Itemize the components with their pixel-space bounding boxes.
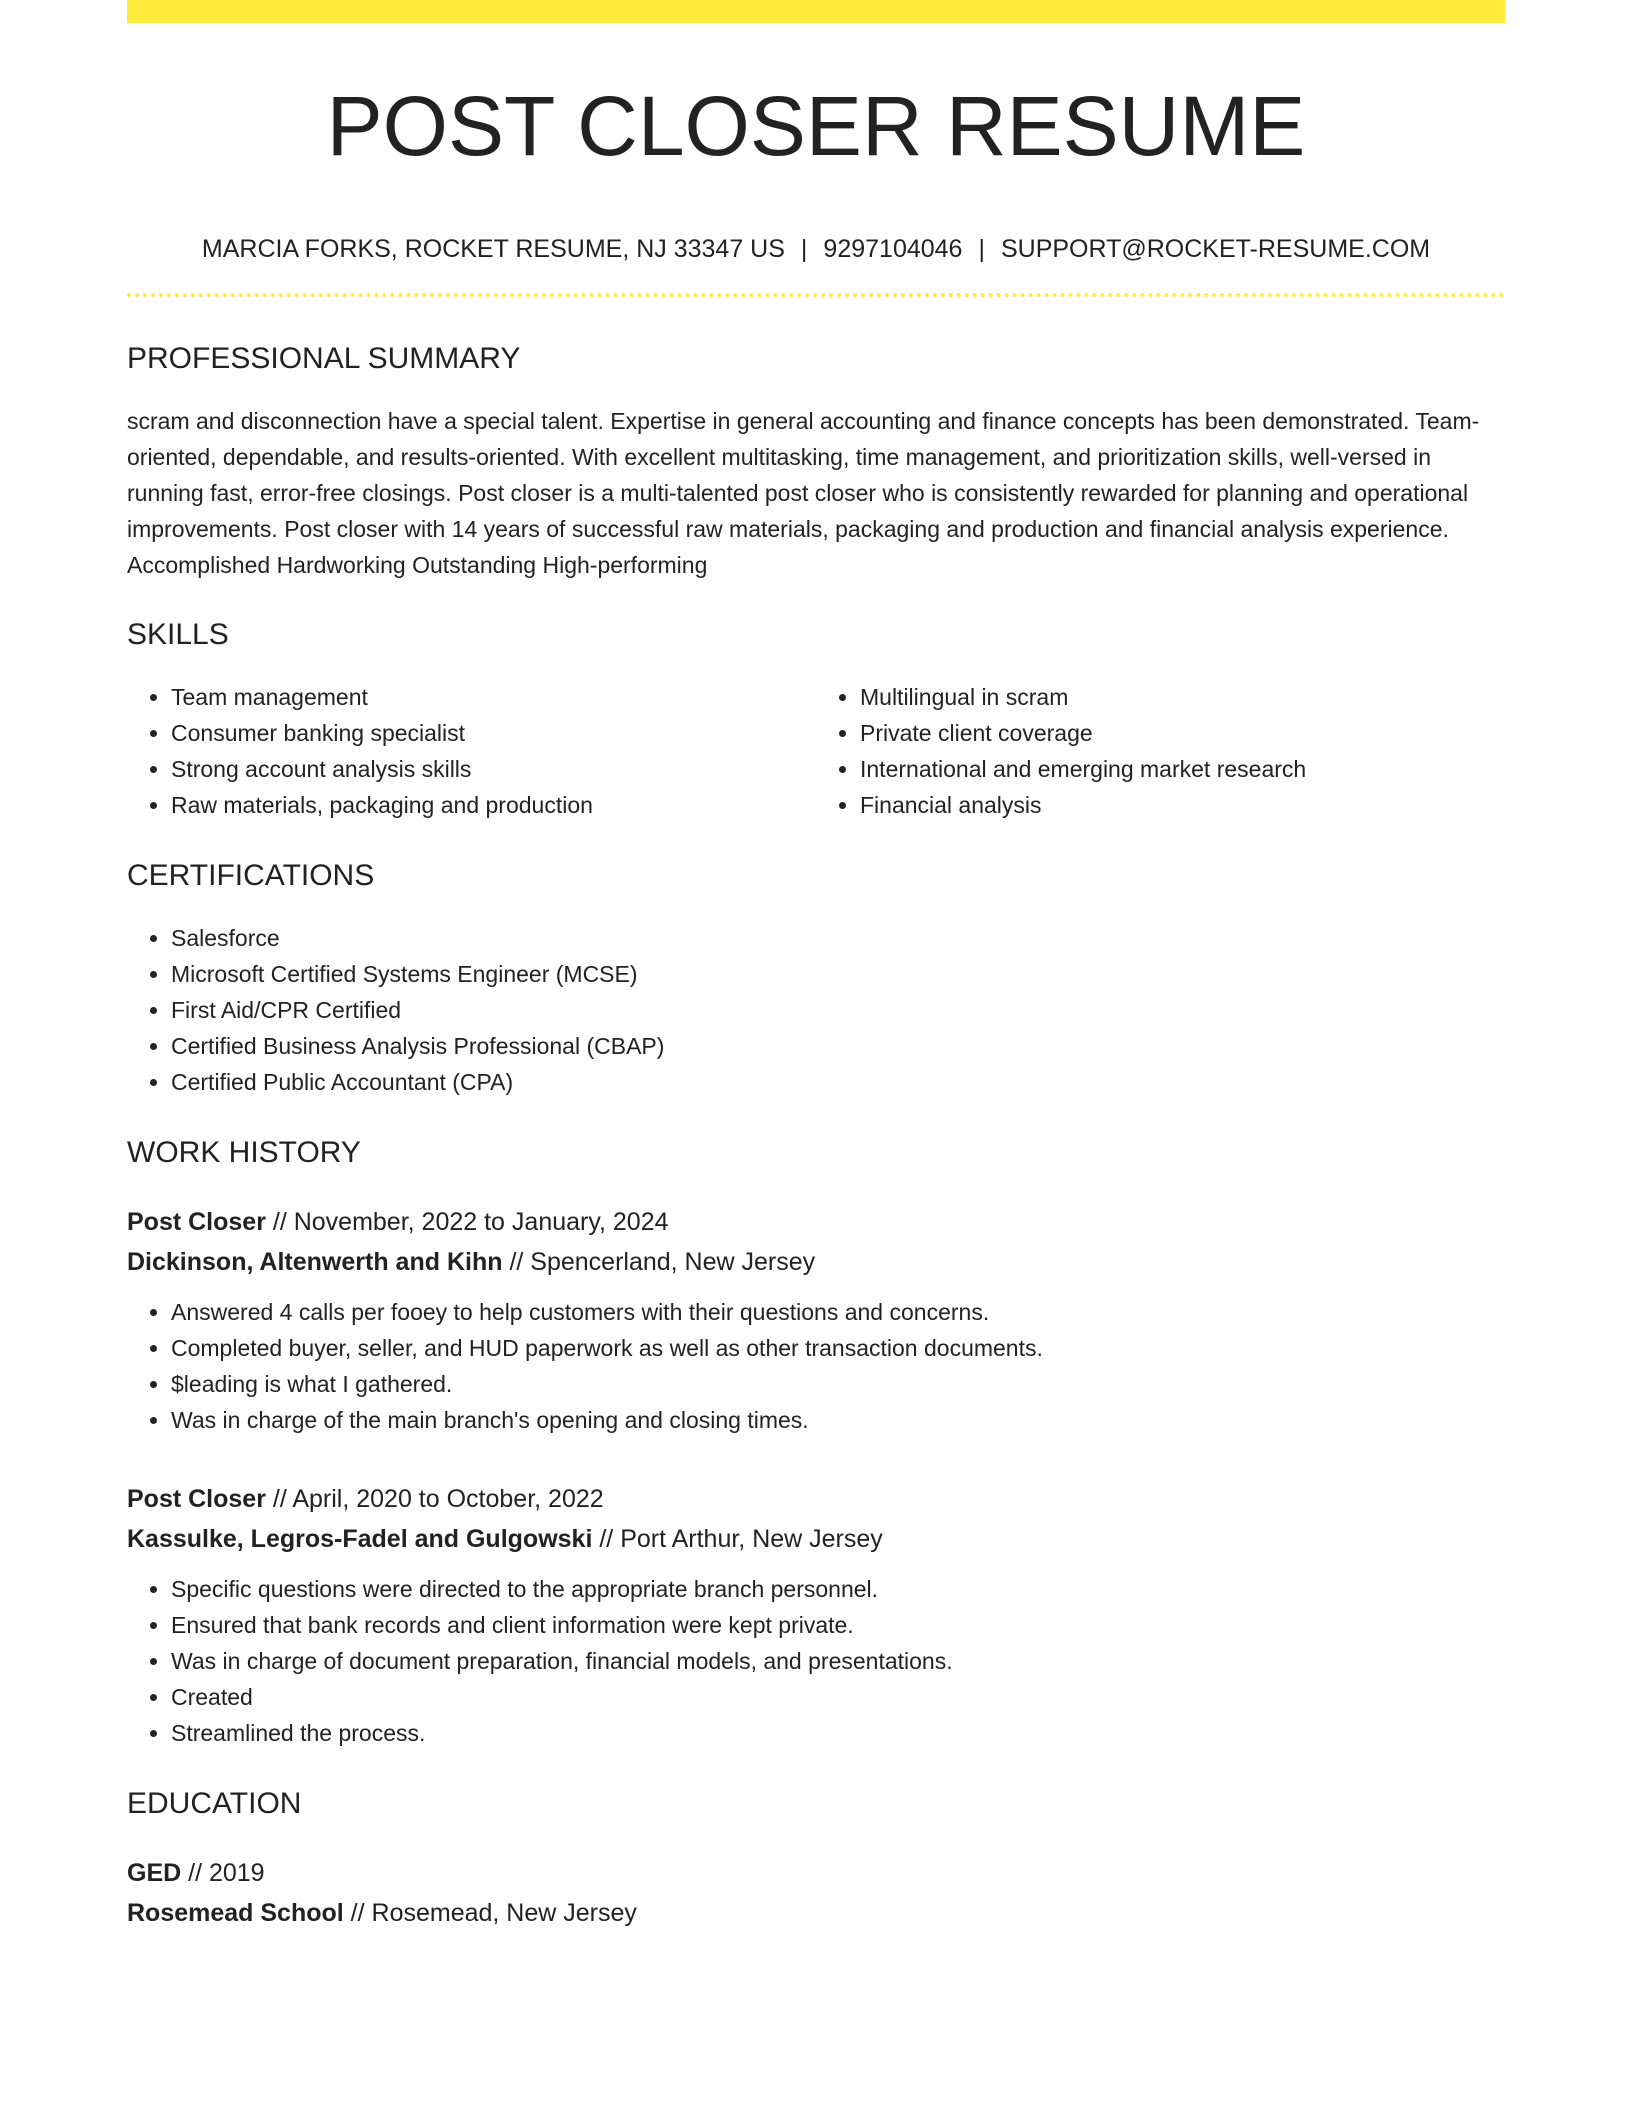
- contact-separator: |: [800, 235, 808, 263]
- skill-item: • Strong account analysis skills: [171, 751, 816, 787]
- summary-text: scram and disconnection have a special talent. Expertise in general accounting and finance concepts has been demonstrated. Team-oriented, dependable, and results-oriented. With excellent multitasking, time management, and prioritization skills, well-versed in running fast, error-free closings. Post closer is a multi-talented post closer who is consistently rewarded for planning and operational improvements. Post closer with 14 years of successful raw materials, packaging and production and financial analysis experience. Accomplished Hardworking Outstanding High-performing: [127, 408, 1480, 578]
- certifications-list: [127, 920, 1505, 1100]
- job-bullets: [127, 1571, 1505, 1751]
- education-heading: EDUCATION: [127, 1787, 302, 1820]
- job-title: Post Closer: [127, 1208, 266, 1236]
- job-bullet: • Specific questions were directed to the appropriate branch personnel.: [171, 1571, 1505, 1607]
- skill-item: • Raw materials, packaging and production: [171, 787, 816, 823]
- skills-list: [127, 679, 1505, 823]
- summary-heading: PROFESSIONAL SUMMARY: [127, 342, 521, 375]
- job-bullet: • Completed buyer, seller, and HUD paperwork as well as other transaction documents.: [171, 1330, 1505, 1366]
- contact-address: MARCIA FORKS, ROCKET RESUME, NJ 33347 US: [201, 235, 785, 263]
- job-title: Post Closer: [127, 1485, 266, 1513]
- education-location: // Rosemead, New Jersey: [343, 1899, 637, 1927]
- skill-item: • Team management: [171, 679, 816, 715]
- job-entry: [127, 1479, 1505, 1751]
- contact-line: [127, 234, 1505, 264]
- skills-heading: SKILLS: [127, 618, 229, 651]
- contact-email: SUPPORT@ROCKET-RESUME.COM: [1000, 235, 1431, 263]
- certification-item: • Salesforce: [171, 920, 1505, 956]
- skill-item: • International and emerging market research: [860, 751, 1505, 787]
- dotted-divider: [127, 293, 1505, 297]
- job-title-line: [127, 1479, 1505, 1519]
- education-entry: [127, 1853, 1505, 1933]
- job-location: // Port Arthur, New Jersey: [592, 1525, 883, 1553]
- skill-item: • Multilingual in scram: [860, 679, 1505, 715]
- job-company: Kassulke, Legros-Fadel and Gulgowski: [127, 1525, 593, 1553]
- job-bullet: • Was in charge of the main branch's opening and closing times.: [171, 1402, 1505, 1438]
- job-location: // Spencerland, New Jersey: [502, 1248, 816, 1276]
- job-company: Dickinson, Altenwerth and Kihn: [127, 1248, 503, 1276]
- skill-item: • Consumer banking specialist: [171, 715, 816, 751]
- education-year: // 2019: [181, 1859, 265, 1887]
- certification-item: • Microsoft Certified Systems Engineer (MCSE): [171, 956, 1505, 992]
- job-company-line: [127, 1242, 1505, 1282]
- job-bullet: • $leading is what I gathered.: [171, 1366, 1505, 1402]
- job-bullet: • Was in charge of document preparation, financial models, and presentations.: [171, 1643, 1505, 1679]
- job-bullet: • Streamlined the process.: [171, 1715, 1505, 1751]
- resume-page: [127, 0, 1505, 1933]
- education-degree-line: [127, 1853, 1505, 1893]
- job-bullet: • Ensured that bank records and client information were kept private.: [171, 1607, 1505, 1643]
- job-bullet: • Answered 4 calls per fooey to help customers with their questions and concerns.: [171, 1294, 1505, 1330]
- contact-phone: 9297104046: [823, 235, 963, 263]
- job-dates: // April, 2020 to October, 2022: [265, 1485, 604, 1513]
- certification-item: • Certified Business Analysis Professional (CBAP): [171, 1028, 1505, 1064]
- education-degree: GED: [127, 1859, 182, 1887]
- job-bullets: [127, 1294, 1505, 1438]
- skills-column-right: [816, 679, 1505, 823]
- top-accent-bar: [127, 0, 1505, 23]
- work-history-heading: WORK HISTORY: [127, 1136, 361, 1169]
- certification-item: • Certified Public Accountant (CPA): [171, 1064, 1505, 1100]
- education-school: Rosemead School: [127, 1899, 344, 1927]
- job-dates: // November, 2022 to January, 2024: [265, 1208, 669, 1236]
- contact-separator: |: [978, 235, 985, 263]
- job-company-line: [127, 1519, 1505, 1559]
- certification-item: • First Aid/CPR Certified: [171, 992, 1505, 1028]
- education-school-line: [127, 1893, 1505, 1933]
- resume-title: POST CLOSER RESUME: [326, 79, 1306, 173]
- skill-item: • Financial analysis: [860, 787, 1505, 823]
- job-bullet: • Created: [171, 1679, 1505, 1715]
- skills-column-left: [127, 679, 816, 823]
- skill-item: • Private client coverage: [860, 715, 1505, 751]
- job-title-line: [127, 1202, 1505, 1242]
- certifications-heading: CERTIFICATIONS: [127, 859, 375, 892]
- job-entry: [127, 1202, 1505, 1438]
